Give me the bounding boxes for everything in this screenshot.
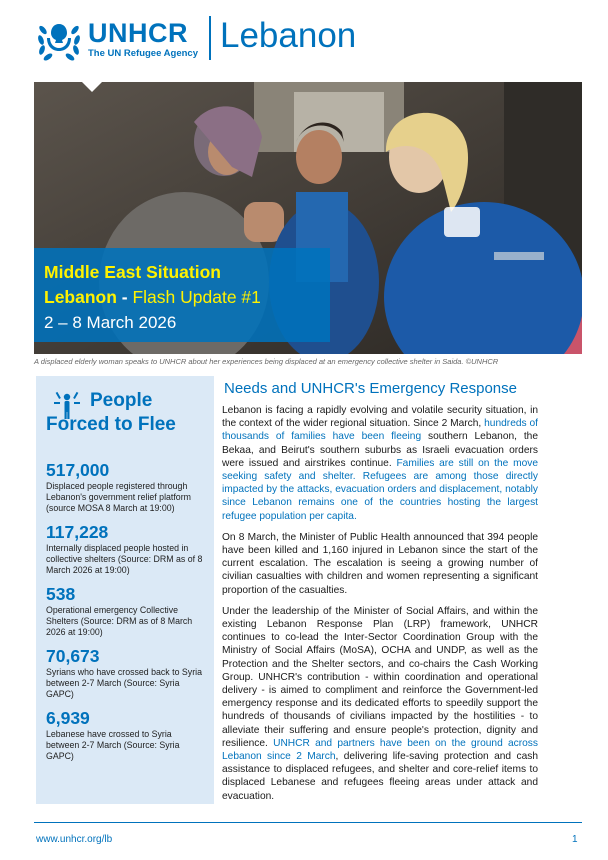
stat-value: 70,673	[46, 646, 100, 666]
paragraph-casualties: On 8 March, the Minister of Public Health announced that 394 people have been killed and 1,160 injured in Lebanon since the start of the current escalation. The escalation is seeing a growing number of civilian casualties with children and women representing a significant proportion of the casualties.	[222, 531, 538, 596]
stat-description: Internally displaced people hosted in collective shelters (Source: DRM as of 8 March 2026 at 19:00)	[46, 543, 203, 575]
stat-item	[46, 584, 204, 638]
paragraph-response	[222, 605, 538, 803]
stat-value: 6,939	[46, 708, 90, 728]
highlighted-text: UNHCR and partners have been on the ground across Lebanon since 2 March	[222, 737, 538, 763]
logo-wordmark: UNHCR	[88, 18, 188, 48]
main-content	[222, 380, 538, 811]
footer-link[interactable]: www.unhcr.org/lb	[36, 834, 113, 845]
logo-tagline: The UN Refugee Agency	[88, 48, 198, 59]
stat-description: Syrians who have crossed back to Syria between 2-7 March (Source: Syria GAPC)	[46, 667, 202, 699]
report-title-box	[34, 248, 330, 342]
paragraph-text: Lebanon is facing a rapidly evolving and volatile security situation, in the context of the wider regional situation. Since 2 March,	[222, 405, 538, 430]
title-dates: 2 – 8 March 2026	[44, 313, 177, 332]
stat-item	[46, 646, 204, 700]
page-number: 1	[572, 834, 578, 845]
stat-value: 538	[46, 584, 76, 604]
title-situation: Middle East Situation	[44, 262, 221, 282]
highlighted-text: Families are still on the move seeking safety and shelter. Refugees are among those directly impacted by the attacks, evacuation orders and displacement, notably since Lebanon remains one of the countries hosting the largest refugee population per capita.	[222, 457, 539, 522]
paragraph-situation	[222, 404, 538, 523]
country-title: Lebanon	[220, 16, 357, 55]
highlighted-text: hundreds of thousands of families have been fleeing	[222, 418, 538, 443]
paragraph-text: , delivering life-saving protection and cash assistance to displaced refugees, and shelter and core-relief items to displaced Lebanese and refugees fleeing areas under attack and evacuation.	[222, 751, 538, 802]
sidebar-title-line1: People	[90, 390, 153, 411]
paragraph-text: Under the leadership of the Minister of Social Affairs, and within the existing Lebanon Response Plan (LRP) framework, UNHCR continues to co-lead the Inter-Sector Coordination Group with the Ministry of Social Affairs (MoSA), OCHA and UNDP, as well as the Protection and the Shelter sectors, and co-chairs the Cash Working Group. UNHCR's contribution - within coordination and operational delivery - is aimed to compliment and reinforce the Government-led emergency response and its dedicated efforts to speedily support the hundreds of thousands of civilians impacted by the hostilities - to alleviate their suffering and ensure people's protection, dignity and resilience.	[222, 605, 538, 749]
unhcr-emblem-icon	[36, 16, 82, 62]
stat-value: 117,228	[46, 522, 109, 542]
stat-item	[46, 522, 204, 576]
sidebar-title-line2: Forced to Flee	[46, 414, 176, 435]
stat-description: Displaced people registered through Lebanon's government relief platform (source MOSA 8 March at 19:00)	[46, 481, 191, 513]
sidebar-header	[46, 386, 204, 446]
header-divider	[209, 16, 211, 60]
section-heading: Needs and UNHCR's Emergency Response	[224, 380, 517, 397]
header	[36, 14, 576, 66]
paragraph-text: southern Lebanon, the Bekaa, and Beirut's southern suburbs as Israeli evacuation orders were issued and airstrikes continue.	[222, 431, 539, 469]
stat-value: 517,000	[46, 460, 110, 480]
footer-rule	[34, 822, 582, 823]
key-figures-sidebar	[36, 376, 214, 804]
stat-item	[46, 708, 204, 762]
title-separator: -	[116, 287, 133, 307]
photo-notch	[82, 82, 102, 92]
stat-description: Operational emergency Collective Shelters (Source: DRM as of 8 March 2026 at 19:00)	[46, 605, 193, 637]
stat-item	[46, 460, 204, 514]
title-update-number: Flash Update #1	[132, 287, 261, 307]
title-update	[44, 285, 330, 310]
photo-caption: A displaced elderly woman speaks to UNHCR about her experiences being displaced at an emergency collective shelter in Saida. ©UNHCR	[34, 357, 499, 366]
stat-description: Lebanese have crossed to Syria between 2-7 March (Source: Syria GAPC)	[46, 729, 180, 761]
title-country: Lebanon	[44, 287, 117, 307]
